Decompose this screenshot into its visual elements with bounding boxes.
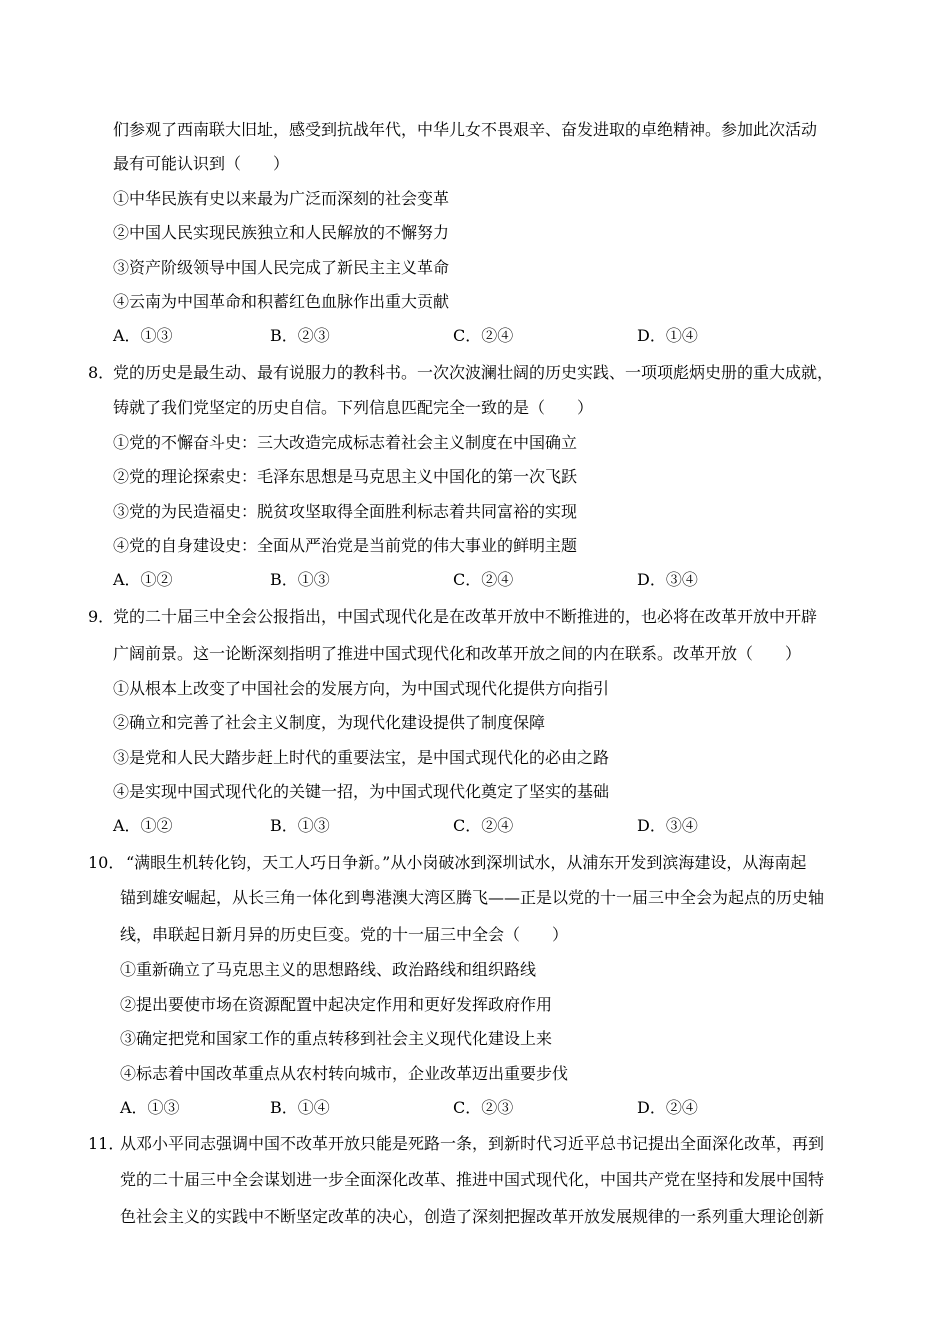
q10-option-d[interactable]: D．②④ [637, 1098, 698, 1117]
q8-item-3: ③党的为民造福史：脱贫攻坚取得全面胜利标志着共同富裕的实现 [113, 502, 578, 521]
q8-option-b[interactable]: B．①③ [270, 570, 330, 589]
q9-item-3: ③是党和人民大踏步赶上时代的重要法宝，是中国式现代化的必由之路 [113, 748, 610, 767]
q11-stem-line-3: 色社会主义的实践中不断坚定改革的决心，创造了深刻把握改革开放发展规律的一系列重大理论创新 [120, 1207, 825, 1226]
q10-stem-line-1: “满眼生机转化钧，天工人巧日争新。”从小岗破冰到深圳试水，从浦东开发到滨海建设，从海南起 [126, 853, 807, 872]
q9-option-a[interactable]: A．①② [113, 816, 173, 835]
q9-stem-line-2: 广阔前景。这一论断深刻指明了推进中国式现代化和改革开放之间的内在联系。改革开放（ ） [113, 644, 802, 663]
q7-item-3: ③资产阶级领导中国人民完成了新民主主义革命 [113, 258, 450, 277]
q9-option-c[interactable]: C．②④ [453, 816, 514, 835]
q10-option-a[interactable]: A．①③ [120, 1098, 180, 1117]
q8-stem-line-2: 铸就了我们党坚定的历史自信。下列信息匹配完全一致的是（ ） [113, 398, 594, 417]
q8-stem-line-1: 党的历史是最生动、最有说服力的教科书。一次次波澜壮阔的历史实践、一项项彪炳史册的重大成就， [113, 363, 834, 382]
q10-item-1: ①重新确立了马克思主义的思想路线、政治路线和组织路线 [120, 960, 537, 979]
q10-stem-line-2: 锚到雄安崛起，从长三角一体化到粤港澳大湾区腾飞——正是以党的十一届三中全会为起点的历史轴 [120, 888, 825, 907]
q10-option-b[interactable]: B．①④ [270, 1098, 330, 1117]
q9-item-2: ②确立和完善了社会主义制度，为现代化建设提供了制度保障 [113, 713, 546, 732]
q10-item-4: ④标志着中国改革重点从农村转向城市，企业改革迈出重要步伐 [120, 1064, 569, 1083]
q7-item-1: ①中华民族有史以来最为广泛而深刻的社会变革 [113, 189, 450, 208]
q10-stem-line-3: 线，串联起日新月异的历史巨变。党的十一届三中全会（ ） [120, 925, 569, 944]
q9-item-1: ①从根本上改变了中国社会的发展方向，为中国式现代化提供方向指引 [113, 679, 610, 698]
q8-number: 8． [88, 363, 115, 382]
q7-option-a[interactable]: A．①③ [113, 326, 173, 345]
q11-stem-line-2: 党的二十届三中全会谋划进一步全面深化改革、推进中国式现代化，中国共产党在坚持和发展中国特 [120, 1170, 825, 1189]
q7-stem-line-2: 最有可能认识到（ ） [113, 154, 290, 173]
q8-option-c[interactable]: C．②④ [453, 570, 514, 589]
q8-item-1: ①党的不懈奋斗史：三大改造完成标志着社会主义制度在中国确立 [113, 433, 578, 452]
q7-item-4: ④云南为中国革命和积蓄红色血脉作出重大贡献 [113, 292, 450, 311]
q8-item-4: ④党的自身建设史：全面从严治党是当前党的伟大事业的鲜明主题 [113, 536, 578, 555]
q7-option-c[interactable]: C．②④ [453, 326, 514, 345]
q7-option-d[interactable]: D．①④ [637, 326, 698, 345]
q9-stem-line-1: 党的二十届三中全会公报指出，中国式现代化是在改革开放中不断推进的，也必将在改革开放中开辟 [113, 607, 818, 626]
q8-item-2: ②党的理论探索史：毛泽东思想是马克思主义中国化的第一次飞跃 [113, 467, 578, 486]
q9-option-d[interactable]: D．③④ [637, 816, 698, 835]
q10-option-c[interactable]: C．②③ [453, 1098, 514, 1117]
q7-item-2: ②中国人民实现民族独立和人民解放的不懈努力 [113, 223, 450, 242]
q11-stem-line-1: 从邓小平同志强调中国不改革开放只能是死路一条，到新时代习近平总书记提出全面深化改革，再到 [120, 1134, 825, 1153]
q7-stem-line-1: 们参观了西南联大旧址，感受到抗战年代，中华儿女不畏艰辛、奋发进取的卓绝精神。参加此次活动 [113, 120, 818, 139]
q8-option-d[interactable]: D．③④ [637, 570, 698, 589]
q8-option-a[interactable]: A．①② [113, 570, 173, 589]
q9-item-4: ④是实现中国式现代化的关键一招，为中国式现代化奠定了坚实的基础 [113, 782, 610, 801]
q9-option-b[interactable]: B．①③ [270, 816, 330, 835]
q11-number: 11． [88, 1134, 125, 1153]
q7-option-b[interactable]: B．②③ [270, 326, 330, 345]
q9-number: 9． [88, 607, 115, 626]
q10-item-3: ③确定把党和国家工作的重点转移到社会主义现代化建设上来 [120, 1029, 553, 1048]
q10-number: 10． [88, 853, 125, 872]
q10-item-2: ②提出要使市场在资源配置中起决定作用和更好发挥政府作用 [120, 995, 553, 1014]
